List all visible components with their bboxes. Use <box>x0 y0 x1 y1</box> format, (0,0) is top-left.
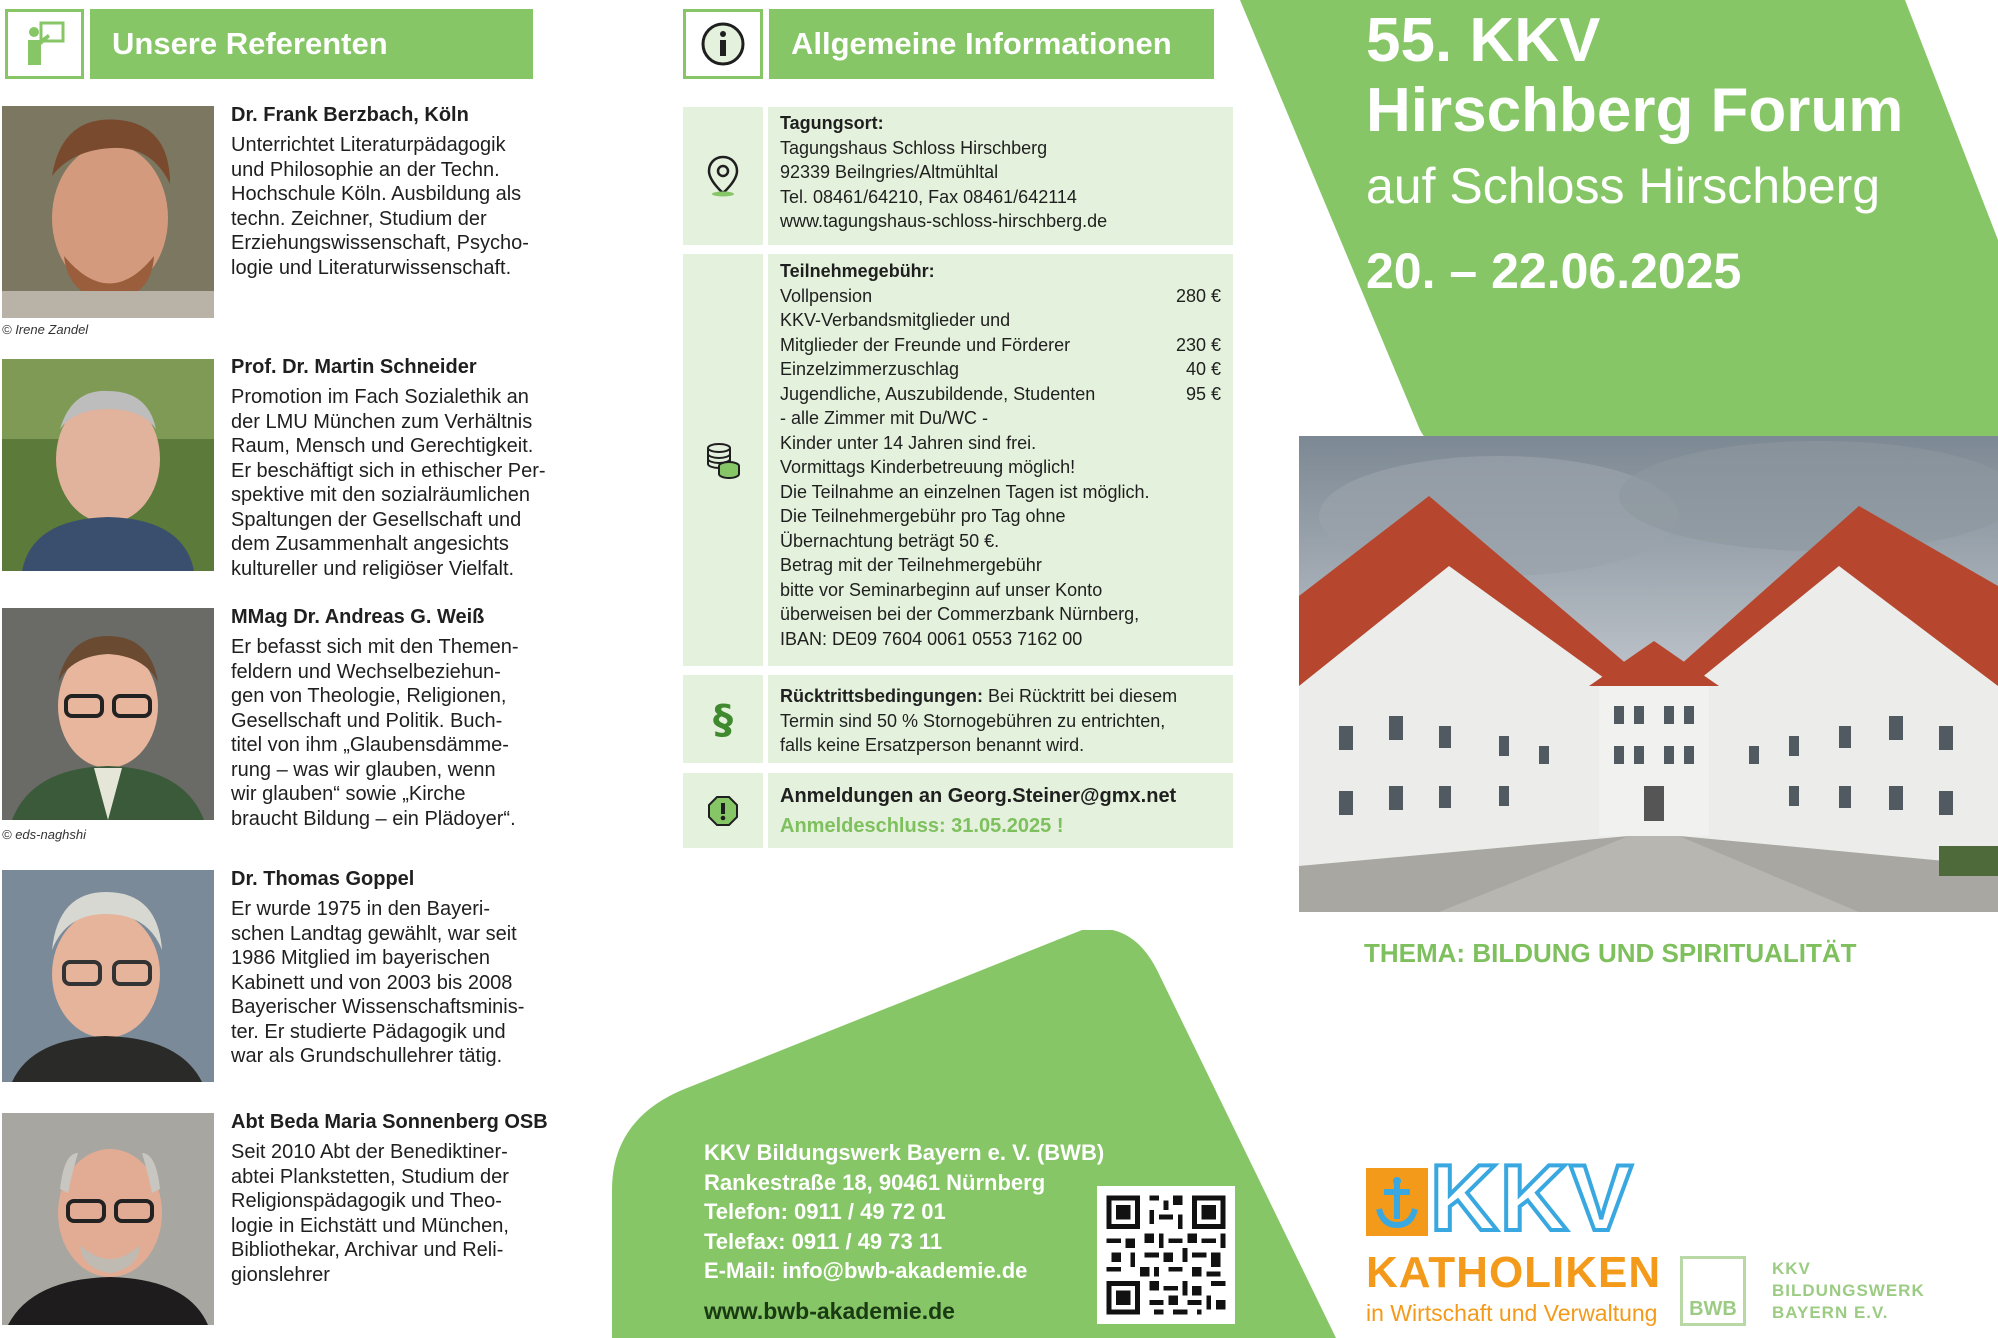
event-title-line1: 55. KKV <box>1366 6 1601 75</box>
speaker-description: Promotion im Fach Sozialethik an der LMU München zum Verhältnis Raum, Mensch und Gerechtigkeit. Er beschäftigt sich in ethischer Per- spektive mit den sozialräumlichen Spaltungen der Gesellschaft und dem Zusammenhalt angesichts kultureller und religiöser Vielfalt. <box>231 386 546 580</box>
bwb-logo-line: BILDUNGSWERK <box>1772 1281 1925 1300</box>
fee-price: 40 € <box>1185 359 1221 379</box>
bwb-logo-mark <box>1680 1256 1746 1326</box>
referenten-header-text: Unsere Referenten <box>112 26 388 61</box>
info-header <box>769 9 1214 79</box>
registration-icon-cell <box>683 773 763 848</box>
presenter-icon <box>23 20 67 68</box>
fees-panel <box>768 254 1233 666</box>
fee-row <box>780 308 1221 357</box>
speaker-photo-3 <box>2 608 214 820</box>
fee-label: Jugendliche, Auszubildende, Studenten <box>780 383 1096 404</box>
speaker-description: Unterrichtet Literaturpädagogik und Philosophie an der Techn. Hochschule Köln. Ausbildung als techn. Zeichner, Studium der Erziehungswissenschaft, Psycho- logie und Literaturwissenschaft. <box>231 134 529 279</box>
venue-icon-cell <box>683 107 763 245</box>
cancellation-label: Rücktrittsbedingungen: <box>780 686 983 706</box>
fee-label: Einzelzimmerzuschlag <box>780 359 960 379</box>
registration-text: Anmeldungen an Georg.Steiner@gmx.net <box>780 785 1177 807</box>
svg-text:§: § <box>713 697 733 741</box>
title-shape <box>1240 0 1998 466</box>
registration-panel <box>768 773 1233 848</box>
castle-photo <box>1299 436 1998 912</box>
registration-deadline: Anmeldeschluss: 31.05.2025 ! <box>780 815 1064 837</box>
speaker-photo-1 <box>2 106 214 318</box>
cancellation-icon-cell <box>683 675 763 763</box>
fee-price: 95 € <box>1185 383 1221 404</box>
coins-icon <box>705 440 741 480</box>
photo-credit-3: © eds-naghshi <box>2 827 87 842</box>
fee-price: 230 € <box>1175 334 1221 355</box>
venue-panel <box>768 107 1233 245</box>
speaker-photo-5 <box>2 1113 214 1325</box>
photo-credit-1: © Irene Zandel <box>2 322 89 337</box>
fee-label: Vollpension <box>780 285 873 306</box>
bwb-logo-mark-text: BWB <box>1689 1298 1737 1320</box>
speaker-photo-4 <box>2 870 214 1082</box>
cancellation-panel <box>768 675 1233 763</box>
speaker-name: Abt Beda Maria Sonnenberg OSB <box>231 1111 548 1133</box>
speaker-description: Er befasst sich mit den Themen- feldern und Wechselbeziehun- gen von Theologie, Religionen, Gesellschaft und Politik. Buch- titel von ihm „Glaubensdämme- rung – was wir glauben, wenn wir glauben“ sowie „Kirche braucht Bildung – ein Plädoyer“. <box>231 636 519 830</box>
fees-notes: - alle Zimmer mit Du/WC - Kinder unter 14 Jahren sind frei. Vormittags Kinderbetreuung möglich! Die Teilnahme an einzelnen Tagen ist möglich. Die Teilnehmergebühr pro Tag ohne Übernachtung beträgt 50 €. Betrag mit der Teilnehmergebühr bitte vor Seminarbeginn auf unser Konto überweisen bei der Commerzbank Nürnberg, IBAN: DE09 7604 0061 0553 7162 00 <box>780 408 1150 649</box>
bwb-logo-text <box>1772 1258 1925 1324</box>
contact-line: Telefon: 0911 / 49 72 01 <box>704 1199 946 1224</box>
fee-label: KKV-Verbandsmitglieder und Mitglieder der Freunde und Förderer <box>780 310 1071 355</box>
presenter-icon-box <box>5 9 84 79</box>
event-title-line2: Hirschberg Forum <box>1366 76 1904 145</box>
cancellation-text: Bei Rücktritt bei diesem Termin sind 50 % Stornogebühren zu entrichten, falls keine Ersatzperson benannt wird. <box>780 686 1178 755</box>
speaker-name: Dr. Frank Berzbach, Köln <box>231 104 469 126</box>
fees-label: Teilnehmegebühr: <box>780 261 935 281</box>
bwb-logo-line: BAYERN E.V. <box>1772 1303 1889 1322</box>
alert-icon <box>707 795 739 827</box>
speaker-description: Er wurde 1975 in den Bayeri- schen Landtag gewählt, war seit 1986 Mitglied im bayerischen Kabinett und von 2003 bis 2008 Bayerischer Wissenschaftsminis- ter. Er studierte Pädagogik und war als Grundschullehrer tätig. <box>231 898 525 1067</box>
speaker-5 <box>231 1109 561 1287</box>
speaker-photo-2 <box>2 359 214 571</box>
venue-label: Tagungsort: <box>780 113 884 133</box>
info-header-text: Allgemeine Informationen <box>791 26 1172 61</box>
contact-block <box>704 1138 1104 1286</box>
kkv-logo-sub1: KATHOLIKEN <box>1366 1248 1662 1297</box>
contact-line: Telefax: 0911 / 49 73 11 <box>704 1228 943 1254</box>
kkv-anchor-icon <box>1366 1168 1428 1236</box>
venue-details: Tagungshaus Schloss Hirschberg 92339 Beilngries/Altmühltal Tel. 08461/64210, Fax 08461/642114 www.tagungshaus-schloss-hirschberg.de <box>780 137 1108 231</box>
qr-code <box>1097 1186 1235 1324</box>
speaker-2 <box>231 354 561 581</box>
speaker-description: Seit 2010 Abt der Benediktiner- abtei Plankstetten, Studium der Religionspädagogik und Theo- logie in Eichstätt und München, Bibliothekar, Archivar und Reli- gionslehrer <box>231 1141 509 1286</box>
bwb-logo-line: KKV <box>1772 1259 1811 1278</box>
fee-price: 280 € <box>1175 285 1221 306</box>
speaker-4 <box>231 866 561 1069</box>
fee-row <box>780 284 1221 309</box>
referenten-header <box>90 9 533 79</box>
speaker-name: Prof. Dr. Martin Schneider <box>231 356 477 378</box>
event-subtitle: auf Schloss Hirschberg <box>1366 158 1881 214</box>
speaker-name: MMag Dr. Andreas G. Weiß <box>231 606 485 628</box>
event-theme: THEMA: BILDUNG UND SPIRITUALITÄT <box>1364 938 1857 968</box>
contact-line: KKV Bildungswerk Bayern e. V. (BWB) <box>704 1140 1105 1165</box>
speaker-1 <box>231 102 561 280</box>
kkv-logo-text: KKV <box>1430 1145 1635 1250</box>
contact-website[interactable]: www.bwb-akademie.de <box>704 1298 955 1324</box>
kkv-logo-sub2: in Wirtschaft und Verwaltung <box>1366 1300 1658 1326</box>
contact-line: E-Mail: info@bwb-akademie.de <box>704 1258 1028 1283</box>
fee-row <box>780 382 1221 407</box>
fee-row <box>780 357 1221 382</box>
event-dates: 20. – 22.06.2025 <box>1366 243 1742 299</box>
info-icon <box>699 20 747 68</box>
paragraph-icon <box>708 697 738 741</box>
speaker-name: Dr. Thomas Goppel <box>231 868 415 890</box>
fees-icon-cell <box>683 254 763 666</box>
location-pin-icon <box>706 155 740 197</box>
contact-line: Rankestraße 18, 90461 Nürnberg <box>704 1169 1046 1195</box>
speaker-3 <box>231 604 561 831</box>
info-icon-box <box>683 9 763 79</box>
